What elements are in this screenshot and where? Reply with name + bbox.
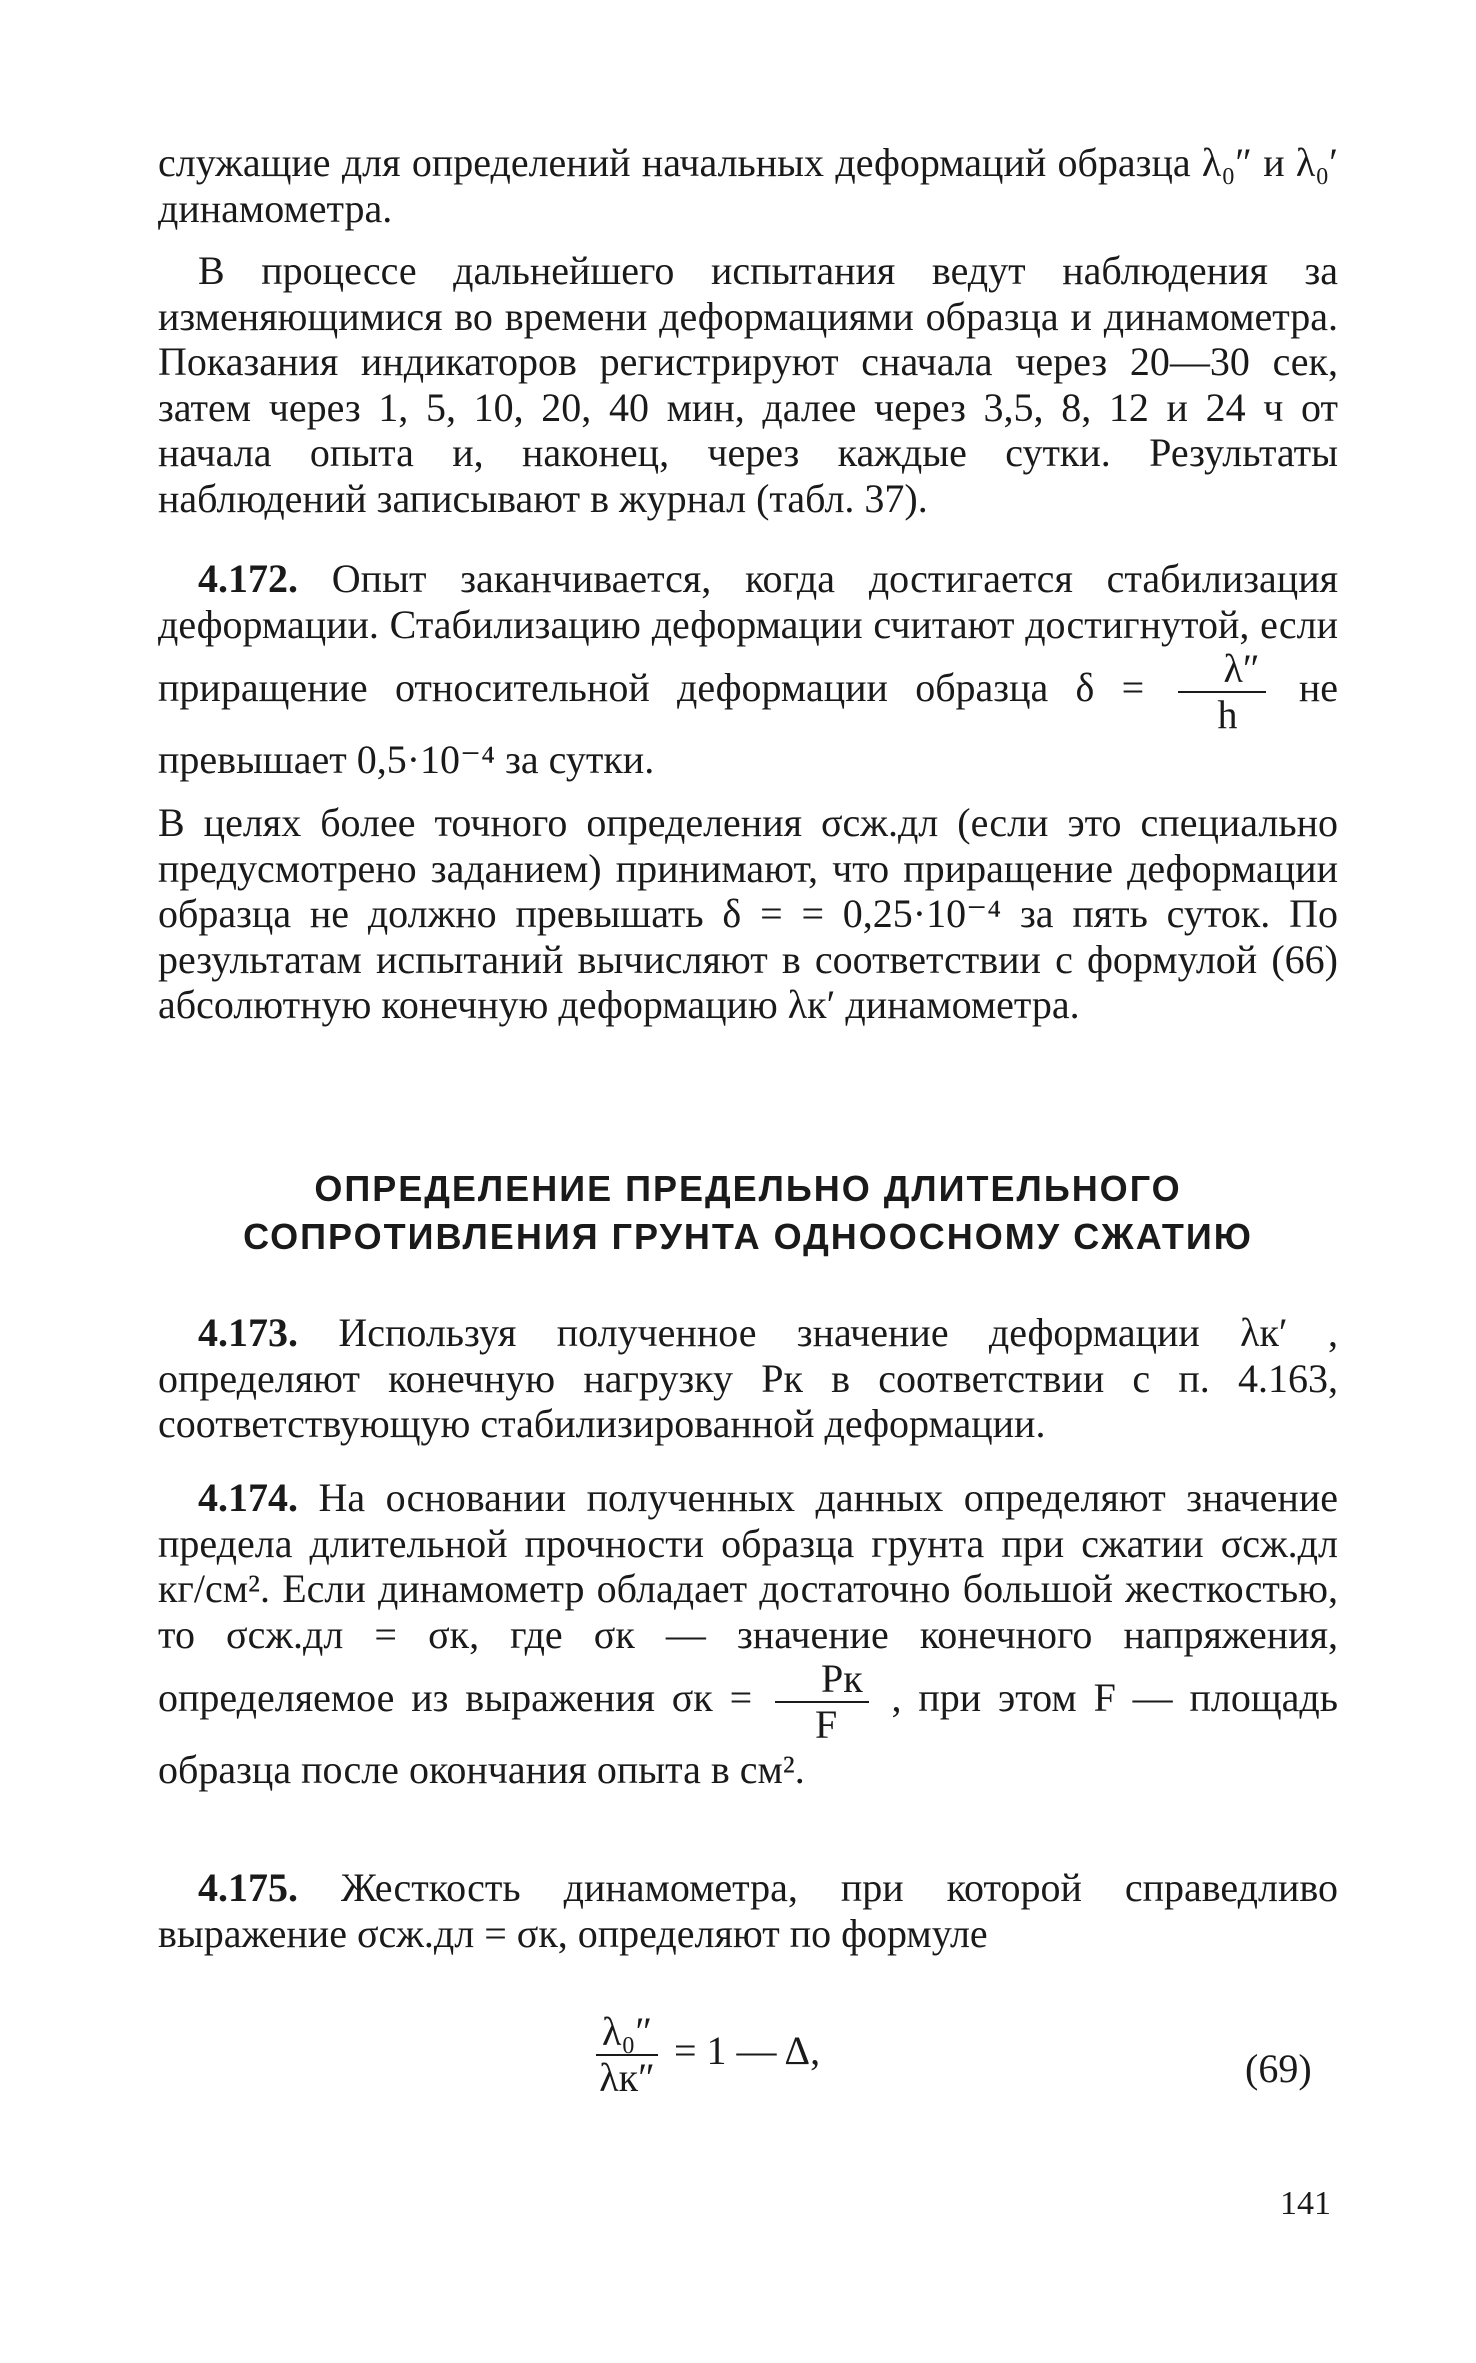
paragraph-4-172-text-a: Опыт заканчивается, когда достигается стабилизация деформации. Стабилизацию деформации считают достигнутой, если приращение относительной деформации образца δ = bbox=[158, 556, 1338, 711]
formula-numerator: λ₀″ bbox=[596, 2010, 658, 2056]
fraction-delta-denominator: h bbox=[1217, 692, 1238, 738]
section-heading-line-1: ОПРЕДЕЛЕНИЕ ПРЕДЕЛЬНО ДЛИТЕЛЬНОГО bbox=[314, 1168, 1182, 1209]
paragraph-observations: В процессе дальнейшего испытания ведут наблюдения за изменяющимися во времени деформациями образца и динамометра. Показания индикаторов регистрируют сначала через 20—30 сек, затем через 1, 5, 10, 20, 40 мин, далее через 3,5, 8, 12 и 24 ч от начала опыта и, наконец, через каждые сутки. Результаты наблюдений записывают в журнал (табл. 37). bbox=[158, 248, 1338, 521]
paragraph-4-174 bbox=[158, 1475, 1338, 1793]
fraction-sigma bbox=[775, 1657, 869, 1747]
paragraph-4-173-text: Используя полученное значение деформации λк′ , определяют конечную нагрузку Pк в соответствии с п. 4.163, соответствующую стабилизированной деформации. bbox=[158, 1310, 1338, 1447]
fraction-sigma-denominator: F bbox=[815, 1702, 838, 1748]
fraction-delta-numerator: λ″ bbox=[1178, 647, 1266, 693]
paragraph-4-174-text-b: , при этом F — площадь образца после окончания опыта в см². bbox=[158, 1675, 1339, 1793]
formula-denominator: λк″ bbox=[599, 2055, 655, 2100]
section-heading bbox=[158, 1165, 1338, 1261]
fraction-delta bbox=[1178, 647, 1266, 737]
section-heading-line-2: СОПРОТИВЛЕНИЯ ГРУНТА ОДНООСНОМУ СЖАТИЮ bbox=[243, 1216, 1253, 1257]
item-number-4-173: 4.173. bbox=[198, 1310, 298, 1355]
paragraph-4-172 bbox=[158, 556, 1338, 783]
paragraph-4-172-text-b: не превышает 0,5·10⁻⁴ за сутки. bbox=[158, 665, 1339, 783]
fraction-sigma-numerator: Pк bbox=[775, 1657, 869, 1703]
item-number-4-174: 4.174. bbox=[198, 1475, 298, 1520]
item-number-4-172: 4.172. bbox=[198, 556, 298, 601]
formula-rhs: = 1 — Δ, bbox=[674, 2028, 821, 2074]
paragraph-4-175-text: Жесткость динамометра, при которой справедливо выражение σсж.дл = σк, определяют по формуле bbox=[158, 1865, 1338, 1956]
paragraph-4-175 bbox=[158, 1865, 1338, 1956]
formula-fraction bbox=[596, 2010, 658, 2100]
page-number: 141 bbox=[1280, 2185, 1331, 2222]
equation-label: (69) bbox=[1245, 2046, 1312, 2091]
paragraph-precision: В целях более точного определения σсж.дл (если это специально предусмотрено заданием) принимают, что приращение деформации образца не должно превышать δ = = 0,25·10⁻⁴ за пять суток. По результатам испытаний вычисляют в соответствии с формулой (66) абсолютную конечную деформацию λк′ динамометра. bbox=[158, 800, 1338, 1028]
formula-69 bbox=[590, 2010, 820, 2100]
paragraph-4-174-text-a: На основании полученных данных определяют значение предела длительной прочности образца грунта при сжатии σсж.дл кг/см². Если динамометр обладает достаточно большой жесткостью, то σсж.дл = σк, где σк — значение конечного напряжения, определяемое из выражения σк = bbox=[158, 1475, 1338, 1721]
item-number-4-175: 4.175. bbox=[198, 1865, 298, 1910]
paragraph-intro: служащие для определений начальных деформаций образца λ₀″ и λ₀′ динамометра. bbox=[158, 140, 1338, 231]
paragraph-4-173 bbox=[158, 1310, 1338, 1447]
